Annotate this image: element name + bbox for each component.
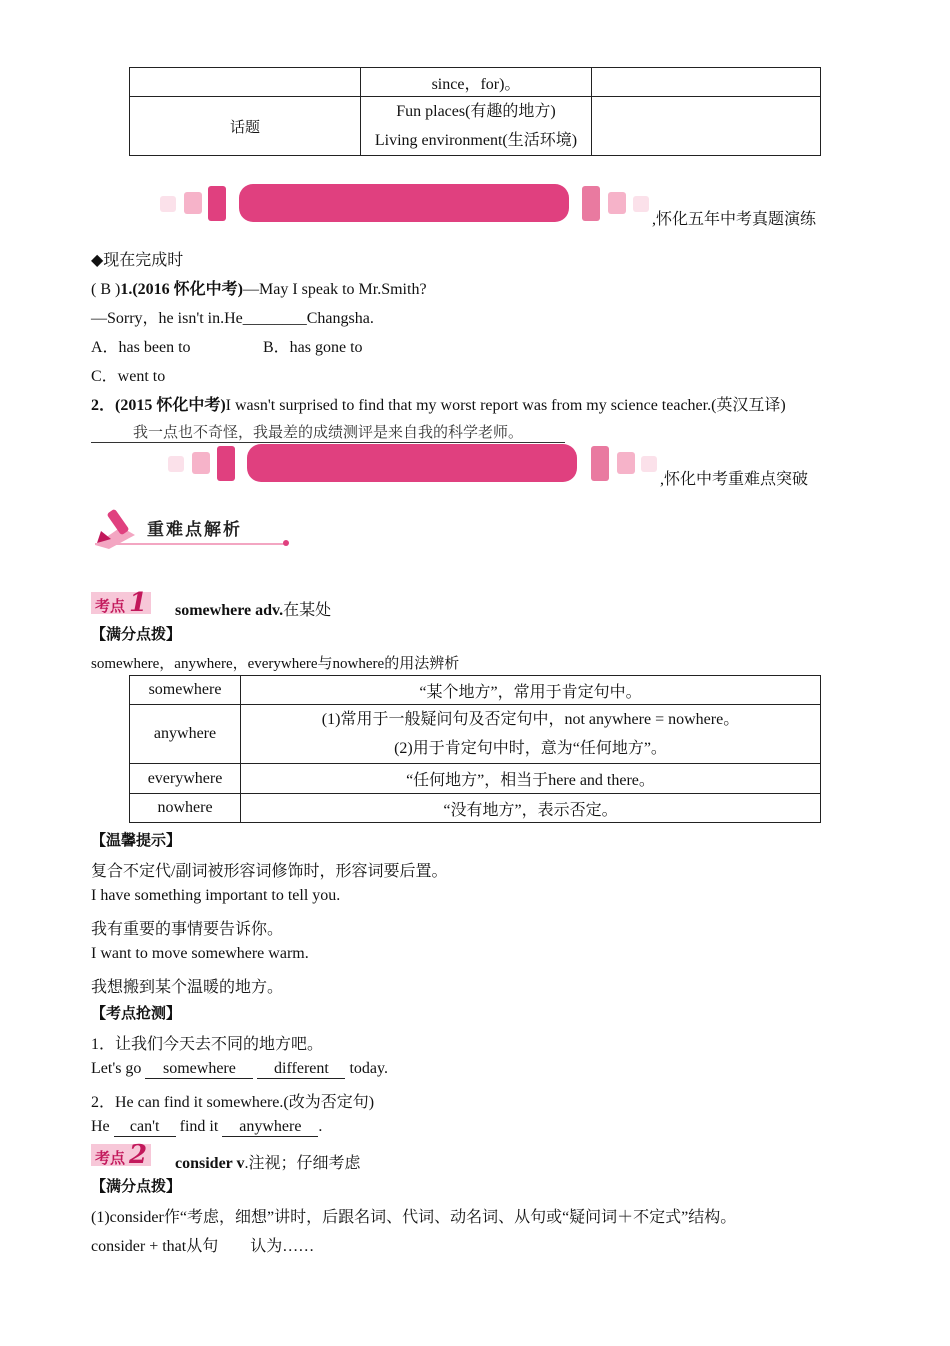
- t1-post: today.: [349, 1060, 388, 1077]
- kp1-title-word: somewhere adv.: [175, 602, 284, 619]
- q2-stem: I wasn't surprised to find that my worst report was from my science teacher.(英汉互译): [225, 397, 786, 414]
- q1-answer: ( B ): [91, 281, 121, 298]
- banner-decor: [617, 452, 635, 474]
- t1-blank-1: somewhere: [145, 1060, 253, 1079]
- warm-line: 我有重要的事情要告诉你。: [91, 921, 284, 938]
- banner-decor: [208, 186, 226, 221]
- grammar-topic: ◆现在完成时: [91, 252, 184, 269]
- kp2-tag: [91, 1140, 151, 1170]
- section-banner-1: [160, 184, 660, 224]
- banner-decor: [641, 456, 657, 472]
- kp2-tag-label: 考点: [95, 1149, 126, 1167]
- q1-option-c: C．went to: [91, 368, 166, 385]
- usage-desc-line: (2)用于肯定句中时，意为“任何地方”。: [394, 740, 667, 757]
- kp2-title-meaning: .注视；仔细考虑: [244, 1155, 361, 1172]
- warm-line: I want to move somewhere warm.: [91, 945, 309, 962]
- t2-pre: He: [91, 1118, 110, 1135]
- banner-decor: [184, 192, 202, 214]
- usage-word: somewhere: [130, 676, 241, 705]
- t2-blank-1: can't: [114, 1118, 176, 1137]
- warm-line: I have something important to tell you.: [91, 887, 341, 904]
- usage-desc-line: (1)常用于一般疑问句及否定句中，not anywhere = nowhere。: [321, 711, 740, 728]
- q2-answer: [91, 421, 565, 443]
- banner-decor: [633, 196, 649, 212]
- test-2-question: 2．He can find it somewhere.(改为否定句): [91, 1094, 375, 1111]
- topic-label-cell: 话题: [130, 97, 361, 156]
- usage-word: anywhere: [130, 705, 241, 764]
- kp1-title: [175, 597, 331, 620]
- usage-desc: “没有地方”，表示否定。: [241, 794, 821, 823]
- kp1-title-meaning: 在某处: [283, 602, 332, 619]
- banner-bar: [239, 184, 569, 222]
- test-2-answer: [91, 1118, 322, 1137]
- top-table-cell: since，for)。: [361, 68, 592, 97]
- q1-source: 1.(2016 怀化中考): [120, 281, 243, 298]
- usage-word: everywhere: [130, 764, 241, 794]
- t2-post: .: [318, 1118, 323, 1135]
- banner-decor: [582, 186, 600, 221]
- usage-word: nowhere: [130, 794, 241, 823]
- section-heading: [91, 505, 291, 551]
- question-2: [91, 392, 786, 415]
- t1-blank-2: different: [257, 1060, 345, 1079]
- topic-line: Fun places(有趣的地方): [396, 103, 556, 120]
- q1-stem: —May I speak to Mr.Smith?: [243, 281, 427, 298]
- usage-table: [129, 675, 821, 823]
- q1-line2: —Sorry，he isn't in.He________Changsha.: [91, 310, 374, 327]
- topic-content-cell: [361, 97, 592, 156]
- topic-line: Living environment(生活环境): [374, 132, 578, 149]
- warm-line: 复合不定代/副词被形容词修饰时，形容词要后置。: [91, 863, 448, 880]
- usage-desc: [241, 705, 821, 764]
- kp2-title-word: consider v: [175, 1155, 245, 1172]
- section-banner-2: [168, 444, 658, 484]
- kp1-tag-label: 考点: [95, 597, 126, 615]
- top-table-cell: [592, 68, 821, 97]
- heading-dot: [283, 540, 289, 546]
- kp1-tag-number: 1: [129, 588, 148, 618]
- banner-decor: [608, 192, 626, 214]
- banner-decor: [192, 452, 210, 474]
- section-heading-text: 重难点解析: [147, 520, 242, 540]
- heading-underline: [95, 543, 287, 545]
- q2-source: 2．(2015 怀化中考): [91, 397, 226, 414]
- kp2-tag-number: 2: [129, 1140, 148, 1170]
- banner-bar: [247, 444, 577, 482]
- kp2-line-2: consider + that从句 认为……: [91, 1238, 315, 1255]
- test-1-question: 1．让我们今天去不同的地方吧。: [91, 1036, 324, 1053]
- top-table-cell: [130, 68, 361, 97]
- kp1-warm-label: 【温馨提示】: [91, 831, 182, 849]
- t2-mid: find it: [179, 1118, 219, 1135]
- test-1-answer: [91, 1060, 388, 1079]
- usage-desc: “任何地方”，相当于here and there。: [241, 764, 821, 794]
- banner-2-title: ,怀化中考重难点突破: [660, 471, 809, 488]
- t1-pre: Let's go: [91, 1060, 142, 1077]
- banner-decor: [217, 446, 235, 481]
- kp2-tip-label: 【满分点拨】: [91, 1177, 182, 1195]
- kp1-tip-label: 【满分点拨】: [91, 625, 182, 643]
- kp1-tag: [91, 588, 151, 618]
- top-table: [129, 67, 821, 156]
- q1-option-a: A．has been to: [91, 339, 191, 356]
- kp2-line-1: (1)consider作“考虑，细想”讲时，后跟名词、代词、动名词、从句或“疑问词＋不定式”结构。: [91, 1209, 737, 1226]
- warm-line: 我想搬到某个温暖的地方。: [91, 979, 284, 996]
- banner-1-title: ,怀化五年中考真题演练: [652, 211, 817, 228]
- banner-decor: [160, 196, 176, 212]
- t2-blank-2: anywhere: [222, 1118, 318, 1137]
- q2-answer-text: 我一点也不奇怪，我最差的成绩测评是来自我的科学老师。: [132, 423, 523, 441]
- kp2-title: [175, 1150, 361, 1173]
- usage-desc: “某个地方”，常用于肯定句中。: [241, 676, 821, 705]
- banner-decor: [168, 456, 184, 472]
- kp1-intro: somewhere，anywhere，everywhere与nowhere的用法辨析: [91, 656, 460, 672]
- kp1-test-label: 【考点抢测】: [91, 1004, 182, 1022]
- q2-answer-blank: [91, 421, 565, 443]
- q1-option-b: B．has gone to: [263, 339, 363, 356]
- banner-decor: [591, 446, 609, 481]
- top-table-cell: [592, 97, 821, 156]
- question-1: [91, 276, 427, 299]
